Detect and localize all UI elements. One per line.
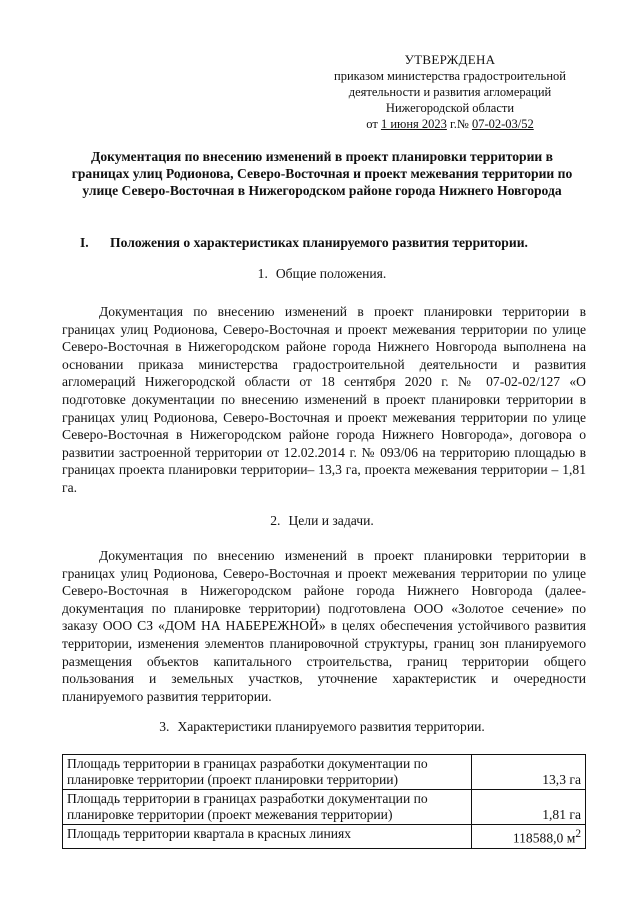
paragraph-goals: Документация по внесению изменений в проект планировки территории в границах улиц Родионова, Северо-Восточная и проект межевания территории по улице Северо-Восточная в Нижегородском районе города Нижнего Новгорода (далее-документация по планировке территории) подготовлена ООО «Золотое сечение» по заказу ООО СЗ «ДОМ НА НАБЕРЕЖНОЙ» в целях обеспечения устойчивого развития территории, изменения элементов планировочной структуры, границ зон планируемого размещения объектов капитального строительства, границ территории общего пользования и земельных участков, уточнение характеристик и очередности планируемого развития территории. [62, 548, 586, 704]
approval-number: 07-02-03/52 [471, 117, 534, 131]
table-cell-value [472, 825, 586, 849]
unit-superscript: 2 [575, 828, 581, 840]
table-row [63, 790, 586, 825]
section-number: I. [80, 235, 89, 250]
subsection-number: 3. [159, 719, 170, 734]
approval-date-prefix: от [366, 117, 378, 131]
paragraph-general-provisions: Документация по внесению изменений в проект планировки территории в границах улиц Родионова, Северо-Восточная и проект межевания территории по улице Северо-Восточная в Нижегородском районе города Нижнего Новгорода выполнена на основании приказа министерства градостроительной деятельности и развития агломераций Нижегородской области от 18 сентября 2020 г. № 07-02-02/127 «О подготовке документации по внесению изменений в проект планировки территории в границах улиц Родионова, Северо-Восточная и проект межевания территории по улице Северо-Восточная в Нижегородском районе города Нижнего Новгорода», договора о развитии застроенной территории от 12.02.2014 г. № 093/06 на территорию площадью в границах проекта планировки территории– 13,3 га, проекта межевания территории – 1,81 га. [62, 304, 586, 495]
subsection-number: 1. [257, 266, 268, 281]
value-text: 1,81 га [542, 807, 581, 822]
table-cell-label: Площадь территории квартала в красных линиях [63, 825, 472, 849]
approval-date-line [300, 116, 600, 132]
table-cell-value [472, 755, 586, 790]
value-text: 118588,0 м [512, 830, 576, 846]
approval-heading: УТВЕРЖДЕНА [404, 52, 496, 67]
document-title: Документация по внесению изменений в проект планировки территории в границах улиц Родионова, Северо-Восточная и проект межевания территории по улице Северо-Восточная в Нижегородском районе города Нижнего Новгорода [71, 149, 573, 198]
approval-line-2: деятельности и развития агломераций [348, 85, 552, 99]
subsection-heading-2 [62, 512, 582, 529]
subsection-title: Цели и задачи. [288, 513, 374, 528]
approval-line-1: приказом министерства градостроительной [334, 69, 566, 83]
approval-line-3: Нижегородской области [385, 101, 515, 115]
subsection-number: 2. [270, 513, 281, 528]
characteristics-table [62, 754, 586, 849]
table-cell-value [472, 790, 586, 825]
approval-number-prefix: г.№ [450, 117, 469, 131]
subsection-heading-1 [62, 265, 582, 282]
table-row [63, 825, 586, 849]
table-cell-label: Площадь территории в границах разработки документации по планировке территории (проект планировки территории) [63, 755, 472, 790]
section-title: Положения о характеристиках планируемого развития территории. [110, 235, 528, 250]
value-text: 13,3 га [542, 772, 581, 787]
table-row [63, 755, 586, 790]
approval-stamp [300, 52, 600, 132]
subsection-title: Характеристики планируемого развития территории. [177, 719, 485, 734]
subsection-heading-3 [62, 718, 582, 735]
subsection-title: Общие положения. [275, 266, 387, 281]
table-cell-label: Площадь территории в границах разработки документации по планировке территории (проект межевания территории) [63, 790, 472, 825]
approval-date: 1 июня 2023 [380, 117, 447, 131]
